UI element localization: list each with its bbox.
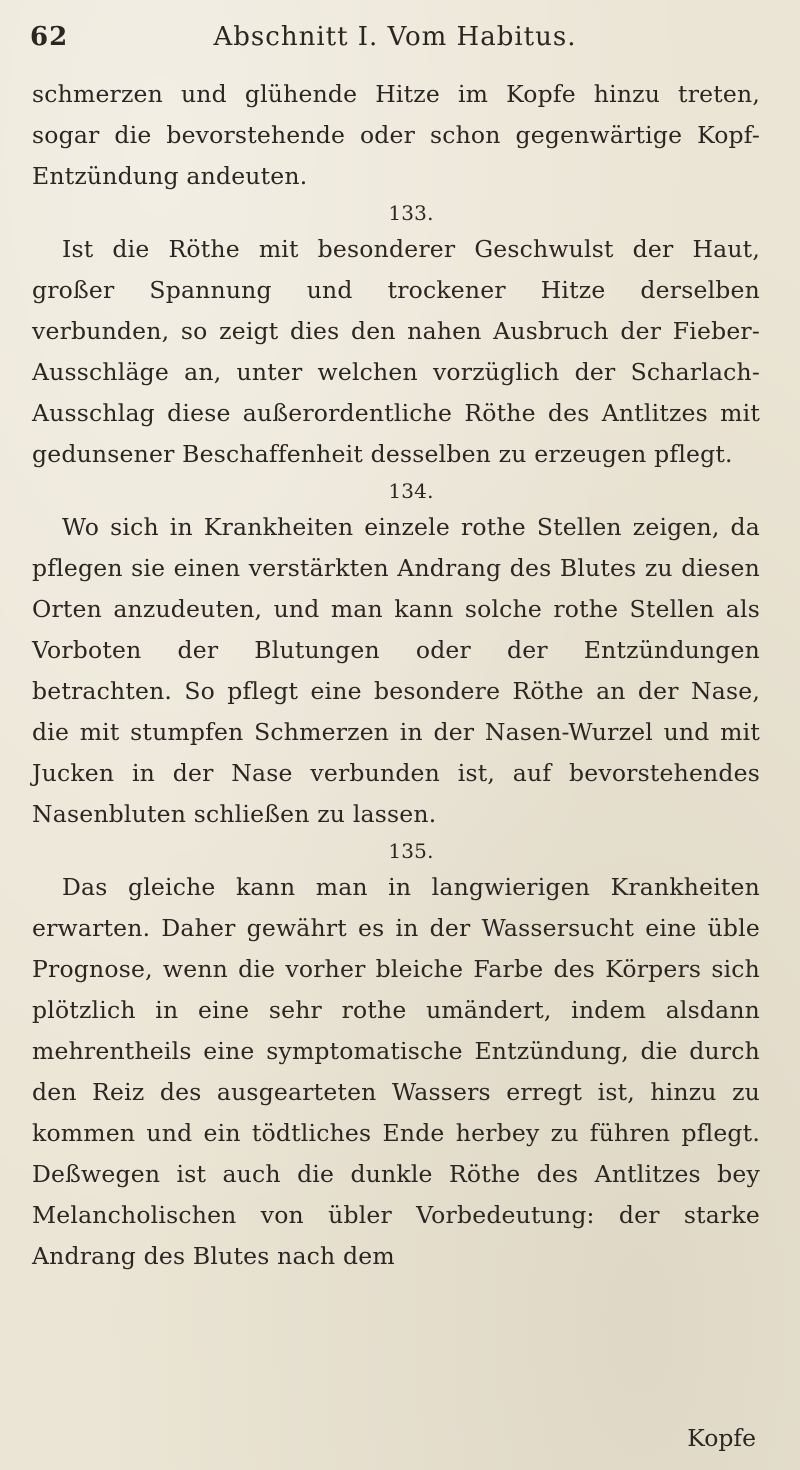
paragraph-135: Das gleiche kann man in langwierigen Krankheiten erwarten. Daher gewährt es in der Wassersucht eine üble Prognose, wenn die vorher bleiche Farbe des Körpers sich plötzlich in eine sehr rothe umändert, indem alsdann mehrentheils eine symptomatische Entzündung, die durch den Reiz des ausgearteten Wassers erregt ist, hinzu zu kommen und ein tödtliches Ende herbey zu führen pflegt. Deßwegen ist auch die dunkle Röthe des Antlitzes bey Melancholischen von übler Vorbedeutung: der starke Andrang des Blutes nach dem [32, 873, 760, 1270]
section-number-133: 133. [388, 201, 434, 225]
page-header [30, 22, 760, 62]
body-text [32, 74, 760, 1277]
paragraph-continued: schmerzen und glühende Hitze im Kopfe hinzu treten, sogar die bevorstehende oder schon gegenwärtige Kopf-Entzündung andeuten. [32, 80, 760, 190]
running-head: Abschnitt I. Vom Habitus. [213, 22, 577, 52]
page-number: 62 [30, 22, 69, 52]
paragraph-133: Ist die Röthe mit besonderer Geschwulst der Haut, großer Spannung und trockener Hitze derselben verbunden, so zeigt dies den nahen Ausbruch der Fieber-Ausschläge an, unter welchen vorzüglich der Scharlach-Ausschlag diese außerordentliche Röthe des Antlitzes mit gedunsener Beschaffenheit desselben zu erzeugen pflegt. [32, 235, 760, 468]
catchword: Kopfe [687, 1424, 756, 1452]
section-number-135: 135. [388, 839, 434, 863]
paragraph-134: Wo sich in Krankheiten einzele rothe Stellen zeigen, da pflegen sie einen verstärkten Andrang des Blutes zu diesen Orten anzudeuten, und man kann solche rothe Stellen als Vorboten der Blutungen oder der Entzündungen betrachten. So pflegt eine besondere Röthe an der Nase, die mit stumpfen Schmerzen in der Nasen-Wurzel und mit Jucken in der Nase verbunden ist, auf bevorstehendes Nasenbluten schließen zu lassen. [32, 513, 760, 828]
section-number-134: 134. [388, 479, 434, 503]
